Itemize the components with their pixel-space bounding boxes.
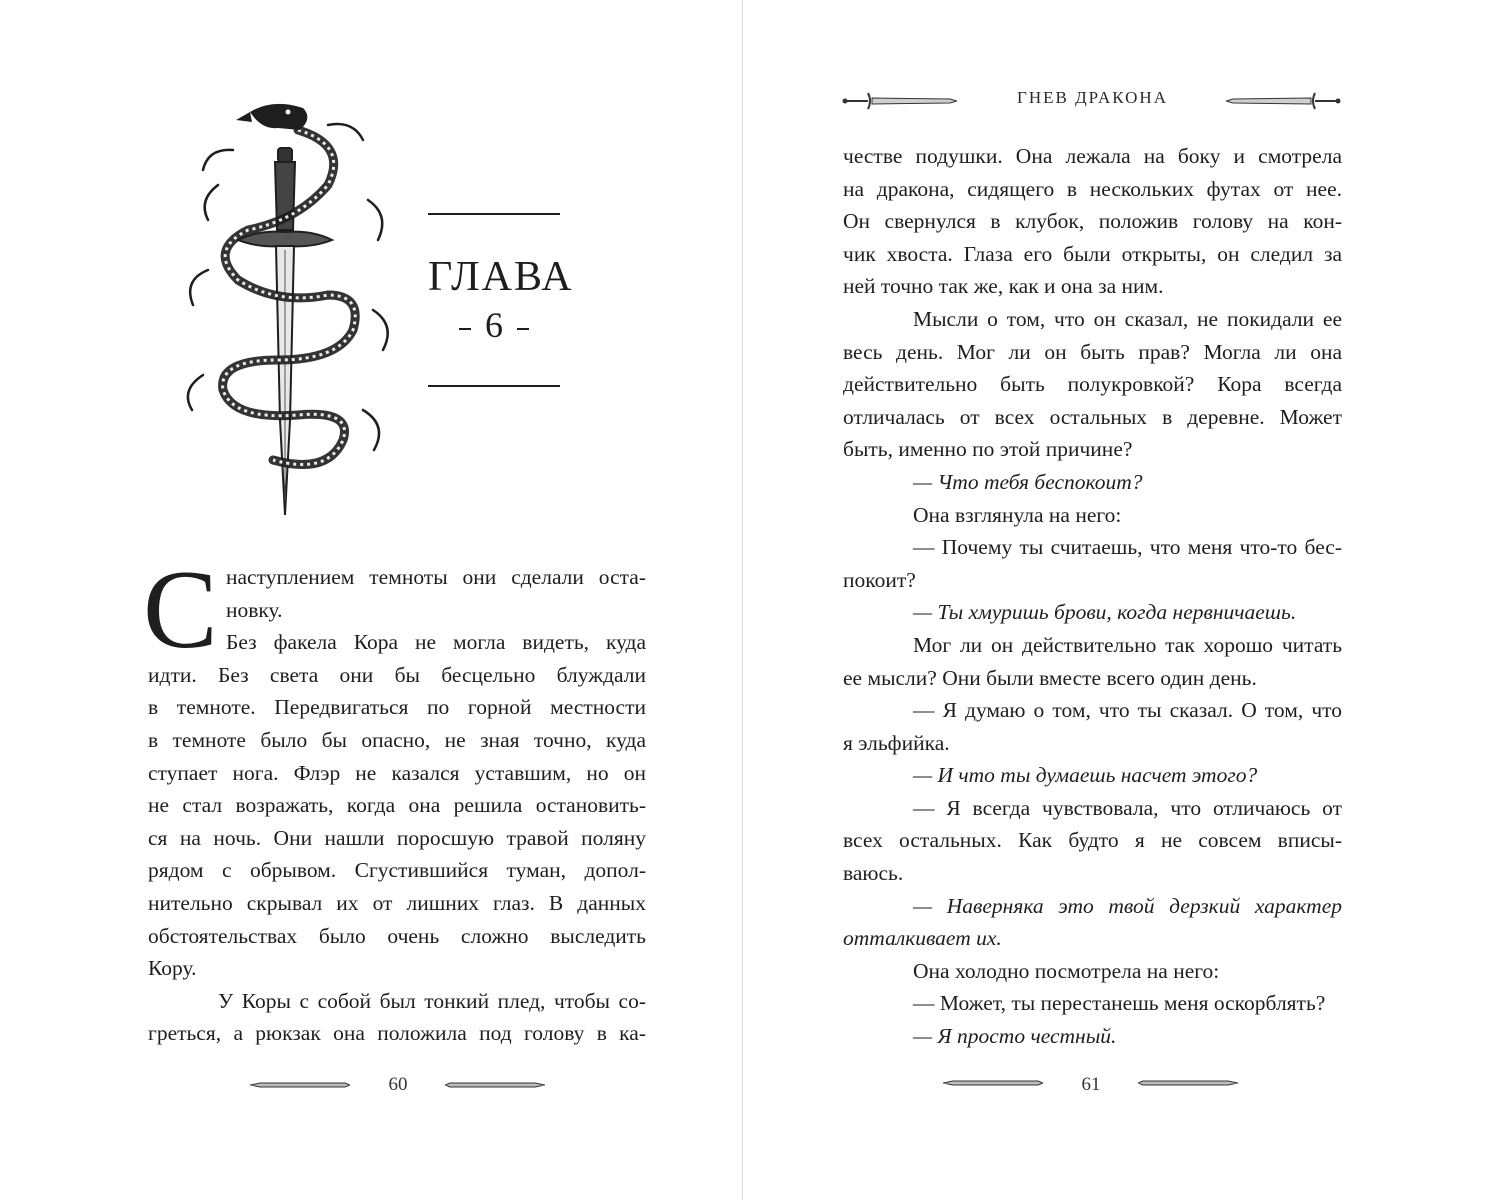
left-body-text (148, 561, 646, 1050)
dagger-rule-ornament-icon (1138, 1078, 1238, 1088)
page-number-left: 60 (388, 1074, 408, 1095)
text-line: весь день. Мог ли он быть прав? Могла ли она (843, 339, 1342, 364)
right-body-text (843, 140, 1342, 1053)
sword-ornament-icon (1226, 92, 1341, 110)
text-line: — Почему ты считаешь, что меня что-то бес- (913, 535, 1342, 560)
text-line: — Я всегда чувствовала, что отличаюсь от (913, 795, 1342, 820)
chapter-number (428, 305, 560, 345)
text-line: всех остальных. Как будто я не совсем вписы- (843, 828, 1342, 853)
text-line: Он свернулся в клубок, положив голову на кон- (843, 209, 1342, 234)
text-line: — Может, ты перестанешь меня оскорблять? (913, 991, 1326, 1016)
sword-ornament-icon (842, 92, 957, 110)
text-line: на дракона, сидящего в нескольких футах от нее. (843, 176, 1342, 201)
text-line-italic: — И что ты думаешь насчет этого? (913, 763, 1258, 788)
text-line: — Я думаю о том, что ты сказал. О том, что (913, 698, 1342, 723)
text-line-italic: — Я просто честный. (913, 1024, 1117, 1049)
text-line: греться, а рюкзак она положила под голову в ка- (148, 1021, 646, 1046)
text-line: ся на ночь. Они нашли поросшую травой поляну (148, 825, 646, 850)
text-line: Она взглянула на него: (913, 502, 1122, 527)
text-line: в темноте. Передвигаться по горной местности (148, 695, 646, 720)
text-line-italic: отталкивает их. (843, 926, 1002, 951)
dagger-rule-ornament-icon (250, 1080, 350, 1090)
chapter-word: ГЛАВА (428, 254, 574, 300)
text-line: не стал возражать, когда она решила остановить- (148, 793, 646, 818)
text-line: Мог ли он действительно так хорошо читать (913, 632, 1342, 657)
text-line: в темноте было бы опасно, не зная точно, куда (148, 727, 646, 752)
spine-divider (742, 0, 743, 1200)
dagger-rule-ornament-icon (445, 1080, 545, 1090)
drop-cap: С (143, 548, 218, 672)
text-line: наступлением темноты они сделали оста- (226, 565, 646, 589)
text-line: отличалась от всех остальных в деревне. Может (843, 404, 1342, 429)
text-line: чик хвоста. Глаза его были открыты, он следил за (843, 241, 1342, 266)
text-line: быть, именно по этой причине? (843, 437, 1133, 462)
chapter-heading (428, 213, 574, 387)
text-line: честве подушки. Она лежала на боку и смотрела (843, 144, 1342, 168)
text-line: Без факела Кора не могла видеть, куда (226, 630, 646, 655)
text-line-italic: — Наверняка это твой дерзкий характер (913, 893, 1342, 918)
text-line-italic: — Ты хмуришь брови, когда нервничаешь. (913, 600, 1297, 625)
text-line-italic: — Что тебя беспокоит? (913, 469, 1143, 494)
text-line: У Коры с собой был тонкий плед, чтобы со- (218, 988, 646, 1013)
text-line: я эльфийка. (843, 730, 950, 755)
text-line: ступает нога. Флэр не казался уставшим, но он (148, 760, 646, 785)
running-head: ГНЕВ ДРАКОНА (1017, 88, 1168, 107)
text-line: ваюсь. (843, 861, 904, 886)
text-line: покоит? (843, 567, 916, 592)
text-line: действительно быть полукровкой? Кора всегда (843, 372, 1342, 397)
text-line: нительно скрывал их от лишних глаз. В данных (148, 890, 646, 915)
dragon-dagger-emblem-icon (178, 90, 398, 520)
left-page (0, 0, 742, 1200)
chapter-number-value: 6 (485, 305, 503, 345)
text-line: новку. (226, 597, 283, 622)
text-line: Мысли о том, что он сказал, не покидали ее (913, 306, 1342, 331)
dagger-rule-ornament-icon (943, 1078, 1043, 1088)
page-number-right: 61 (1081, 1074, 1101, 1095)
text-line: Кору. (148, 956, 197, 981)
text-line: рядом с обрывом. Сгустившийся туман, допол- (148, 858, 646, 883)
text-line: ее мысли? Они были вместе всего один день. (843, 665, 1257, 690)
text-line: обстоятельствах было очень сложно выследить (148, 923, 646, 948)
text-line: Она холодно посмотрела на него: (913, 958, 1220, 983)
text-line: идти. Без света они бы бесцельно блуждали (148, 662, 646, 687)
text-line: ней точно так же, как и она за ним. (843, 274, 1164, 299)
